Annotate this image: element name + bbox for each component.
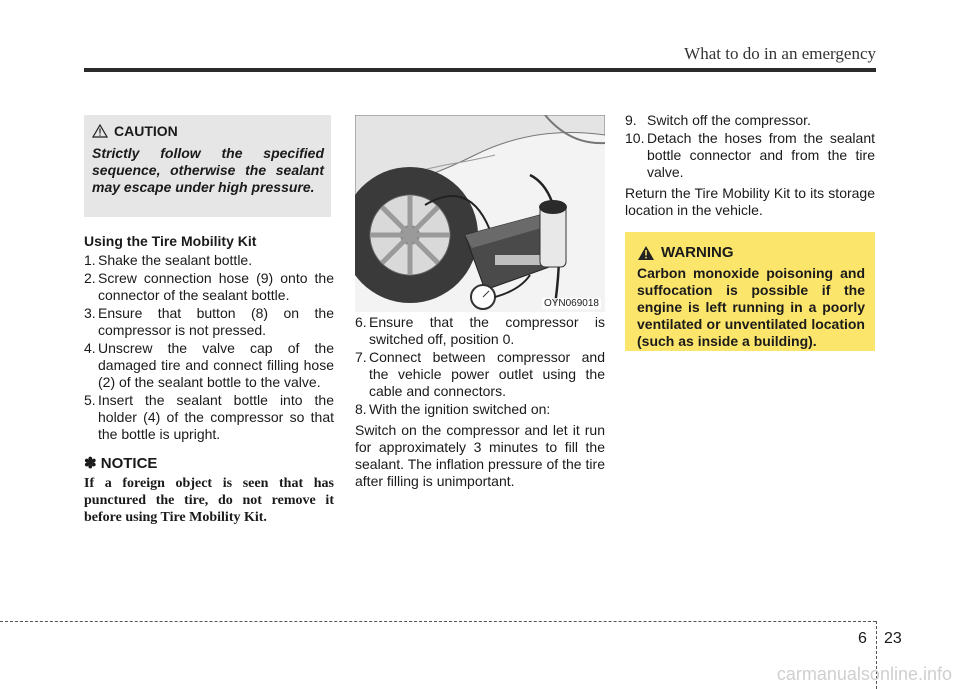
step-text: Ensure that the compressor is switched off, position 0. [369, 314, 605, 347]
column-3 [625, 112, 875, 219]
step-text: Insert the sealant bottle into the holder (4) of the compressor so that the bottle is upright. [98, 392, 334, 442]
step-number: 1. [84, 252, 96, 268]
caution-heading [92, 123, 178, 139]
notice-heading: ✽ NOTICE [84, 455, 158, 472]
notice-text: If a foreign object is seen that has punctured the tire, do not remove it before using Tire Mobility Kit. [84, 476, 334, 525]
caution-box [84, 115, 331, 217]
warning-title: WARNING [661, 244, 734, 261]
step-number: 6. [355, 314, 367, 330]
warning-box [625, 232, 875, 351]
storage-paragraph: Return the Tire Mobility Kit to its storage location in the vehicle. [625, 185, 875, 218]
compressor-run-paragraph: Switch on the compressor and let it run for approximately 3 minutes to fill the sealant. The inflation pressure of the tire after filling is unimportant. [355, 422, 605, 489]
list-item [355, 401, 605, 418]
step-text: Shake the sealant bottle. [98, 252, 253, 268]
step-number: 2. [84, 270, 96, 286]
step-number: 3. [84, 305, 96, 321]
warning-heading [637, 244, 734, 261]
step-number: 10. [625, 130, 645, 146]
list-item [84, 252, 334, 269]
column-2 [355, 314, 605, 490]
warning-text: Carbon monoxide poisoning and suffocation is possible if the engine is left running in a poorly ventilated or unventilated location (such as inside a building). [637, 265, 865, 349]
list-item [84, 305, 334, 339]
list-item [625, 130, 875, 181]
step-text: Unscrew the valve cap of the damaged tire and connect filling hose (2) of the sealant bottle to the valve. [98, 340, 334, 390]
step-text: Connect between compressor and the vehicle power outlet using the cable and connectors. [369, 349, 605, 399]
list-item [355, 314, 605, 348]
list-item [84, 340, 334, 391]
section-title: What to do in an emergency [684, 44, 876, 63]
column-1 [84, 233, 334, 526]
step-text: Switch off the compressor. [647, 112, 811, 128]
step-text: Screw connection hose (9) onto the connector of the sealant bottle. [98, 270, 334, 303]
caution-text: Strictly follow the specified sequence, otherwise the sealant may escape under high pressure. [92, 145, 324, 195]
kit-usage-heading: Using the Tire Mobility Kit [84, 233, 257, 249]
caution-triangle-icon [92, 124, 108, 138]
list-item [625, 112, 875, 129]
tire-mobility-kit-photo [355, 115, 605, 312]
car-tire-compressor-illustration [355, 115, 605, 312]
step-text: Detach the hoses from the sealant bottle connector and from the tire valve. [647, 130, 875, 180]
step-text: With the ignition switched on: [369, 401, 551, 417]
page-number: 23 [884, 630, 902, 647]
step-number: 8. [355, 401, 367, 417]
step-number: 9. [625, 112, 637, 128]
footer-rule [0, 621, 876, 622]
list-item [84, 270, 334, 304]
figure-code: OYN069018 [543, 298, 599, 309]
step-number: 7. [355, 349, 367, 365]
caution-title: CAUTION [114, 123, 178, 139]
header-rule [84, 68, 876, 72]
step-number: 5. [84, 392, 96, 408]
section-number: 6 [858, 630, 867, 647]
list-item [355, 349, 605, 400]
list-item [84, 392, 334, 443]
step-text: Ensure that button (8) on the compressor is not pressed. [98, 305, 334, 338]
watermark: carmanualsonline.info [776, 664, 952, 684]
step-number: 4. [84, 340, 96, 356]
warning-triangle-icon [637, 245, 655, 261]
